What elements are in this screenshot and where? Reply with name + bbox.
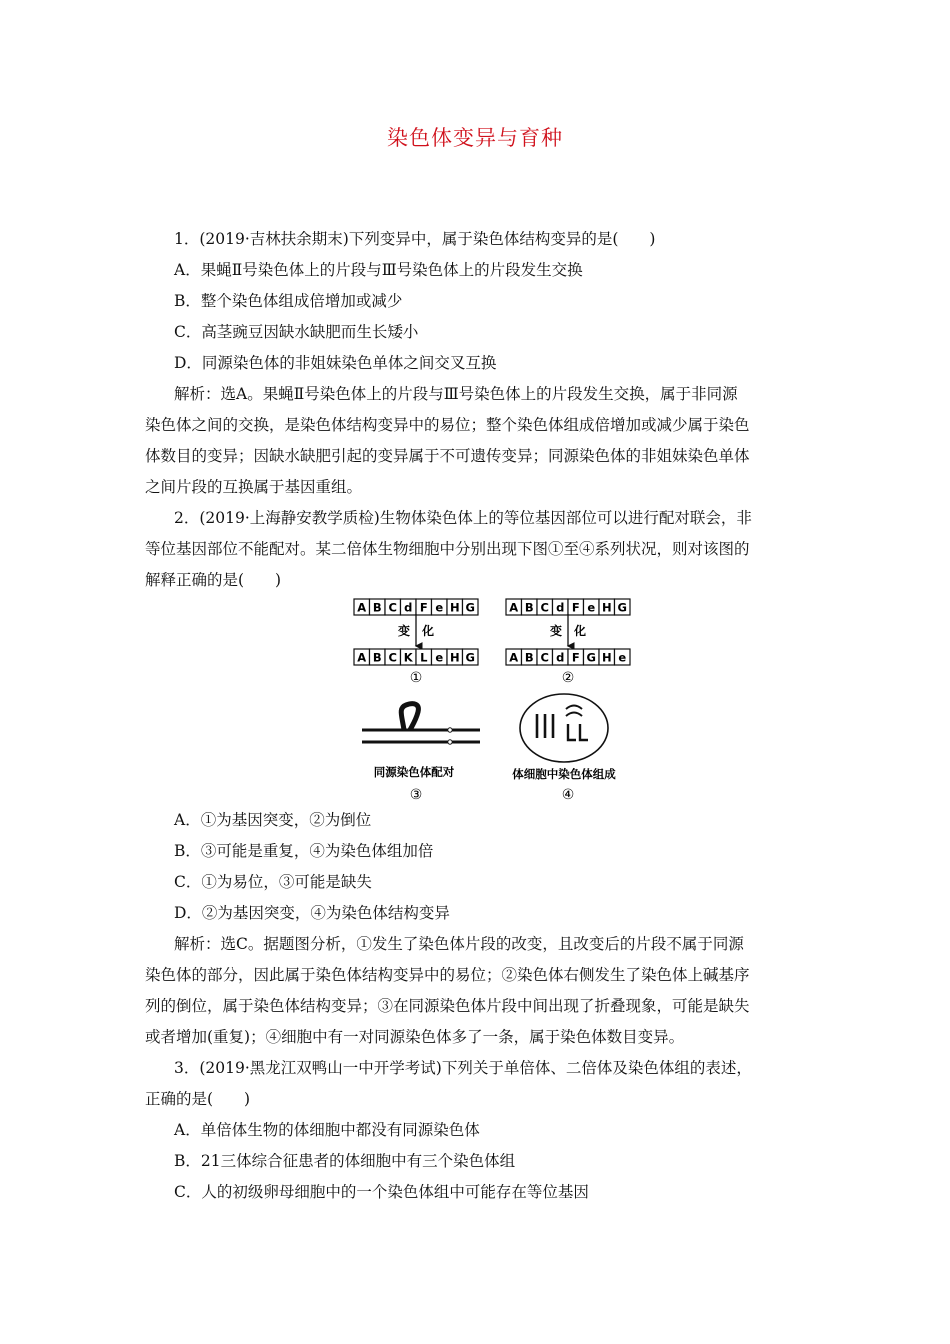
gene-label: H: [601, 650, 612, 665]
q3-option-b: B．21三体综合征患者的体细胞中有三个染色体组: [174, 1152, 516, 1170]
cell-outline: [520, 694, 608, 762]
q3-option-a: A．单倍体生物的体细胞中都没有同源染色体: [174, 1121, 480, 1139]
q2-stem-line: 解释正确的是( ): [145, 571, 282, 589]
gene-label: G: [465, 600, 475, 615]
page-title: 染色体变异与育种: [387, 126, 563, 150]
gene-label: A: [357, 650, 367, 665]
q2-analysis-line: 解析：选C。据题图分析，①发生了染色体片段的改变，且改变后的片段不属于同源: [174, 935, 744, 953]
gene-label: H: [601, 600, 612, 615]
q2-analysis-line: 染色体的部分，因此属于染色体结构变异中的易位；②染色体右侧发生了染色体上碱基序: [145, 966, 750, 984]
q2-analysis-line: 或者增加(重复)；④细胞中有一对同源染色体多了一条，属于染色体数目变异。: [145, 1028, 685, 1046]
panel-4: [512, 694, 616, 803]
q1-analysis-line: 体数目的变异；因缺水缺肥引起的变异属于不可遗传变异；同源染色体的非姐妹染色单体: [145, 447, 750, 465]
loop-icon: [401, 704, 418, 730]
gene-label: C: [540, 650, 549, 665]
panel-2-change-label: 变 化: [549, 624, 587, 638]
gene-label: d: [556, 650, 565, 665]
q1-analysis-line: 解析：选A。果蝇Ⅱ号染色体上的片段与Ⅲ号染色体上的片段发生交换，属于非同源: [174, 385, 738, 403]
centromere-icon: [448, 728, 452, 732]
gene-label: K: [403, 650, 413, 665]
gene-label: B: [524, 600, 534, 615]
panel-3: [362, 704, 480, 803]
q2-option-c: C．①为易位，③可能是缺失: [174, 873, 372, 891]
gene-label: A: [509, 600, 519, 615]
q2-analysis-line: 列的倒位，属于染色体结构变异；③在同源染色体片段中间出现了折叠现象，可能是缺失: [145, 997, 750, 1015]
gene-label: G: [617, 600, 627, 615]
q3-option-c: C．人的初级卵母细胞中的一个染色体组中可能存在等位基因: [174, 1183, 589, 1201]
gene-label: F: [571, 650, 580, 665]
q1-analysis-line: 之间片段的互换属于基因重组。: [145, 478, 363, 496]
panel-2-top-genes: [506, 599, 630, 615]
panel-1: [354, 599, 478, 686]
q3-stem-line: 3．(2019·黑龙江双鸭山一中开学考试)下列关于单倍体、二倍体及染色体组的表述，: [174, 1059, 752, 1077]
panel-3-label: ③: [409, 787, 423, 803]
q2-option-a: A．①为基因突变，②为倒位: [174, 811, 372, 829]
gene-label: B: [524, 650, 534, 665]
q1-stem: 1．(2019·吉林扶余期末)下列变异中，属于染色体结构变异的是( ): [174, 230, 656, 248]
q1-option-b: B．整个染色体组成倍增加或减少: [174, 292, 403, 310]
gene-label: F: [571, 600, 580, 615]
gene-label: e: [587, 600, 596, 615]
q1-option-d: D．同源染色体的非姐妹染色单体之间交叉互换: [174, 354, 497, 372]
gene-label: C: [388, 600, 397, 615]
gene-label: B: [372, 650, 382, 665]
panel-2-label: ②: [561, 670, 575, 686]
gene-label: C: [540, 600, 549, 615]
gene-label: d: [404, 600, 413, 615]
centromere-icon: [448, 740, 452, 744]
gene-label: C: [388, 650, 397, 665]
q2-option-d: D．②为基因突变，④为染色体结构变异: [174, 904, 450, 922]
q2-stem-line: 等位基因部位不能配对。某二倍体生物细胞中分别出现下图①至④系列状况，则对该图的: [145, 540, 750, 558]
panel-4-caption: 体细胞中染色体组成: [512, 767, 616, 781]
gene-label: d: [556, 600, 565, 615]
panel-2: [506, 599, 630, 686]
q1-analysis-line: 染色体之间的交换，是染色体结构变异中的易位；整个染色体组成倍增加或减少属于染色: [145, 416, 750, 434]
panel-1-bottom-genes: [354, 649, 478, 665]
panel-1-label: ①: [409, 670, 423, 686]
panel-2-bottom-genes: [506, 649, 630, 665]
panel-1-change-label: 变 化: [397, 624, 435, 638]
q3-stem-line: 正确的是( ): [145, 1090, 251, 1108]
gene-label: L: [420, 650, 428, 665]
q2-stem-line: 2．(2019·上海静安教学质检)生物体染色体上的等位基因部位可以进行配对联会，非: [174, 509, 752, 527]
gene-label: e: [435, 650, 444, 665]
q1-option-a: A．果蝇Ⅱ号染色体上的片段与Ⅲ号染色体上的片段发生交换: [174, 261, 583, 279]
gene-label: B: [372, 600, 382, 615]
gene-label: G: [586, 650, 596, 665]
q1-option-c: C．高茎豌豆因缺水缺肥而生长矮小: [174, 323, 419, 341]
panel-4-label: ④: [561, 787, 575, 803]
q2-option-b: B．③可能是重复，④为染色体组加倍: [174, 842, 434, 860]
gene-label: F: [419, 600, 428, 615]
gene-label: G: [465, 650, 475, 665]
gene-label: e: [435, 600, 444, 615]
panel-1-top-genes: [354, 599, 478, 615]
gene-label: A: [357, 600, 367, 615]
gene-label: e: [618, 650, 627, 665]
chromosome-figure: [352, 596, 642, 806]
gene-label: A: [509, 650, 519, 665]
gene-label: H: [449, 600, 460, 615]
panel-3-caption: 同源染色体配对: [373, 765, 455, 779]
gene-label: H: [449, 650, 460, 665]
